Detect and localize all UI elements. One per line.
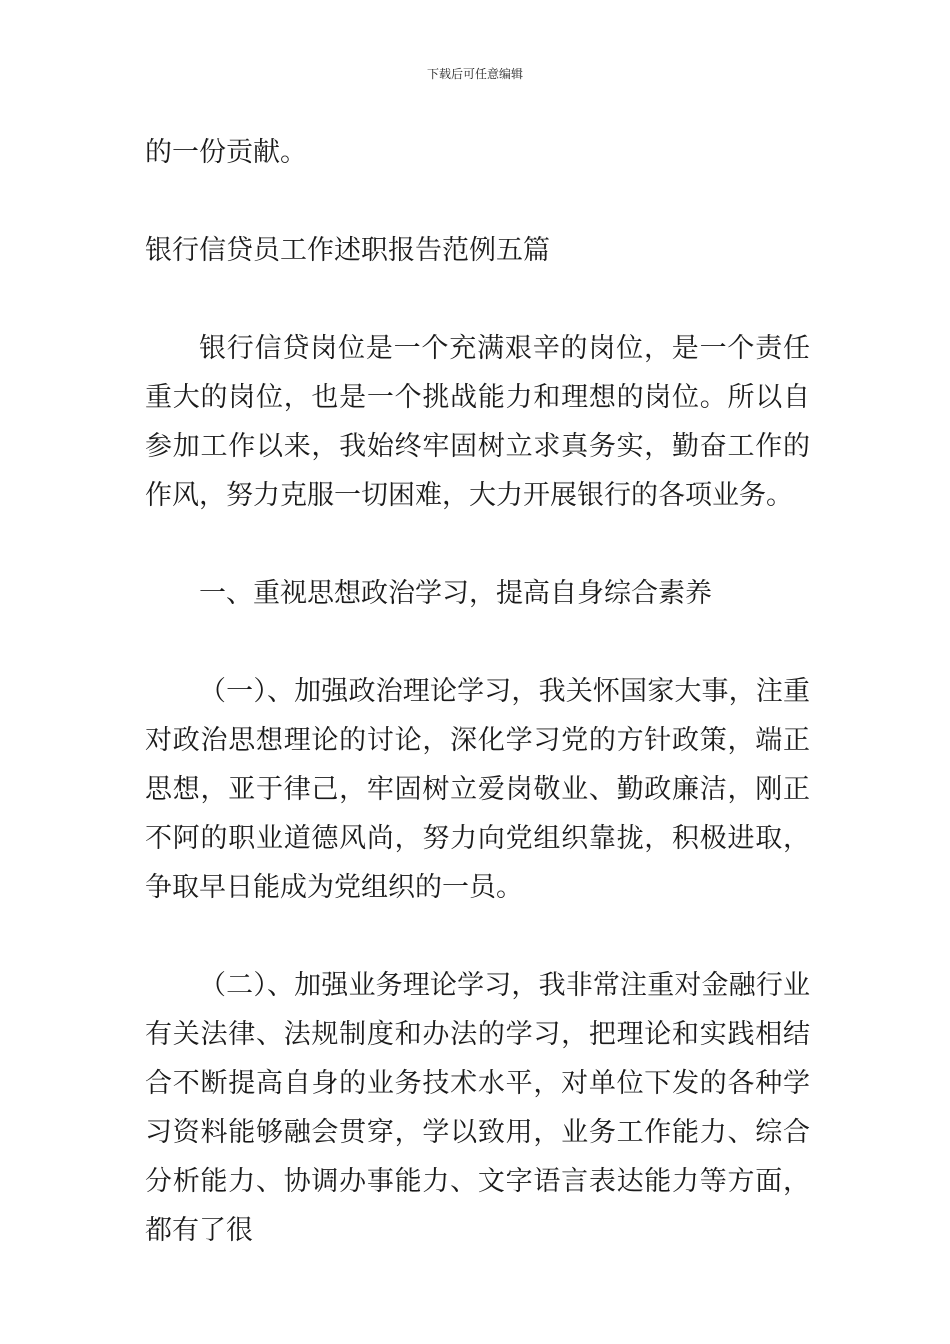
document-body <box>145 128 810 1255</box>
subsection-paragraph-2: （二）、加强业务理论学习，我非常注重对金融行业有关法律、法规制度和办法的学习，把理论和实践相结合不断提高自身的业务技术水平，对单位下发的各种学习资料能够融会贯穿，学以致用，业务工作能力、综合分析能力、协调办事能力、文字语言表达能力等方面，都有了很 <box>145 970 810 1246</box>
intro-paragraph: 银行信贷岗位是一个充满艰辛的岗位，是一个责任重大的岗位，也是一个挑战能力和理想的岗位。所以自参加工作以来，我始终牢固树立求真务实，勤奋工作的作风，努力克服一切困难，大力开展银行的各项业务。 <box>145 333 810 511</box>
section-heading-1: 一、重视思想政治学习，提高自身综合素养 <box>199 578 712 609</box>
page-header-note: 下载后可任意编辑 <box>426 67 523 81</box>
subsection-paragraph-1: （一）、加强政治理论学习，我关怀国家大事，注重对政治思想理论的讨论，深化学习党的方针政策，端正思想，亚于律己，牢固树立爱岗敬业、勤政廉洁，刚正不阿的职业道德风尚，努力向党组织靠拢，积极进取，争取早日能成为党组织的一员。 <box>145 676 810 903</box>
document-title: 银行信贷员工作述职报告范例五篇 <box>145 235 550 266</box>
continued-fragment: 的一份贡献。 <box>145 137 307 168</box>
